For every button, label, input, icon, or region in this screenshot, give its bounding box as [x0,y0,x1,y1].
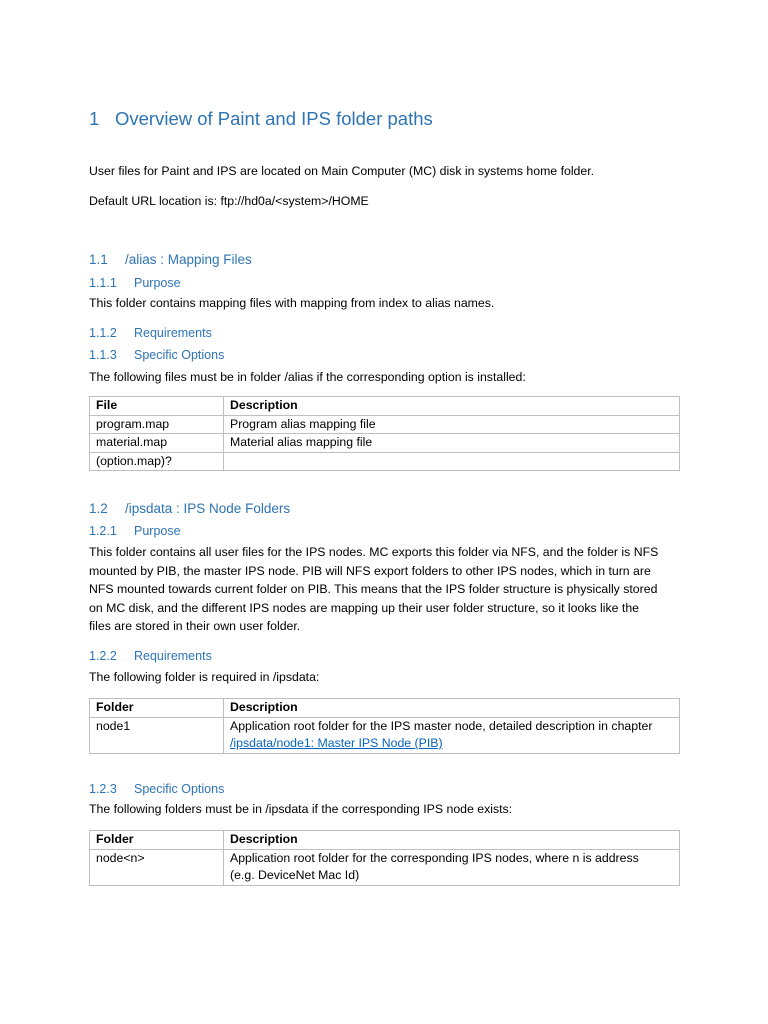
heading-text: Purpose [134,524,181,538]
paragraph-line: This folder contains all user files for the IPS nodes. MC exports this folder via NFS, and the folder is NFS [89,545,659,559]
heading-ipsdata [89,501,290,516]
table-header-cell: Description [224,397,680,416]
heading-number: 1.2.2 [89,649,117,663]
table-header-row [90,831,680,850]
table-cell: (option.map)? [90,452,224,471]
table-row [90,717,680,753]
heading-ipsdata-number: 1.2 [89,501,108,516]
cell-text-line: (e.g. DeviceNet Mac Id) [230,868,360,882]
cell-text: Application root folder for the IPS master node, detailed description in chapter [230,718,653,733]
table-cell: Program alias mapping file [224,415,680,434]
heading-number: 1.1.1 [89,276,117,290]
alias-files-table [89,396,680,471]
heading-alias [89,252,252,267]
heading-ipsdata-text: /ipsdata : IPS Node Folders [125,501,291,516]
table-cell [224,717,680,753]
table-header-cell: Folder [90,699,224,718]
heading-ipsdata-requirements [89,649,212,663]
heading-ipsdata-options [89,782,224,796]
paragraph-line: on MC disk, and the different IPS nodes are mapping up their user folder structure, so it looks like the [89,600,640,615]
heading-alias-number: 1.1 [89,252,108,267]
heading-1-number: 1 [89,108,100,129]
table-cell: node1 [90,717,224,753]
table-header-cell: Description [224,831,680,850]
ipsdata-options-table [89,830,680,886]
paragraph-line: files are stored in their own user folder. [89,619,301,634]
heading-number: 1.1.3 [89,348,117,362]
table-cell [224,849,680,885]
cell-text-line: Application root folder for the corresponding IPS nodes, where n is address [230,850,639,865]
intro-paragraph-2: Default URL location is: ftp://hd0a/<system>/HOME [89,194,369,208]
intro-paragraph-1: User files for Paint and IPS are located on Main Computer (MC) disk in systems home folder. [89,164,595,178]
table-row [90,434,680,453]
alias-purpose-text: This folder contains mapping files with mapping from index to alias names. [89,296,495,310]
ipsdata-requirements-text: The following folder is required in /ipsdata: [89,670,320,684]
ipsdata-purpose-paragraph [89,543,658,636]
table-header-row [90,397,680,416]
table-row [90,452,680,471]
table-cell: material.map [90,434,224,453]
heading-number: 1.2.1 [89,524,117,538]
heading-1 [89,108,433,130]
table-cell: Material alias mapping file [224,434,680,453]
paragraph-line: mounted by PIB, the master IPS node. PIB will NFS export folders to other IPS nodes, which in turn are [89,563,651,578]
alias-options-text: The following files must be in folder /alias if the corresponding option is installed: [89,370,526,384]
chapter-link[interactable]: /ipsdata/node1: Master IPS Node (PIB) [230,736,443,750]
heading-alias-requirements [89,326,212,340]
table-header-cell: Folder [90,831,224,850]
heading-text: Purpose [134,276,181,290]
heading-alias-purpose [89,276,181,290]
paragraph-line: NFS mounted towards current folder on PIB. This means that the IPS folder structure is physically stored [89,582,658,597]
heading-number: 1.1.2 [89,326,117,340]
heading-1-text: Overview of Paint and IPS folder paths [115,108,433,129]
table-row [90,849,680,885]
heading-alias-options [89,348,224,362]
table-header-row [90,699,680,718]
table-row [90,415,680,434]
heading-ipsdata-purpose [89,524,181,538]
heading-alias-text: /alias : Mapping Files [125,252,252,267]
table-header-cell: Description [224,699,680,718]
heading-text: Requirements [134,649,212,663]
table-cell [224,452,680,471]
ipsdata-required-table [89,698,680,754]
heading-text: Specific Options [134,348,225,362]
heading-text: Specific Options [134,782,225,796]
ipsdata-options-text: The following folders must be in /ipsdata if the corresponding IPS node exists: [89,802,513,816]
table-cell: program.map [90,415,224,434]
table-cell: node<n> [90,849,224,885]
heading-text: Requirements [134,326,212,340]
heading-number: 1.2.3 [89,782,117,796]
table-header-cell: File [90,397,224,416]
